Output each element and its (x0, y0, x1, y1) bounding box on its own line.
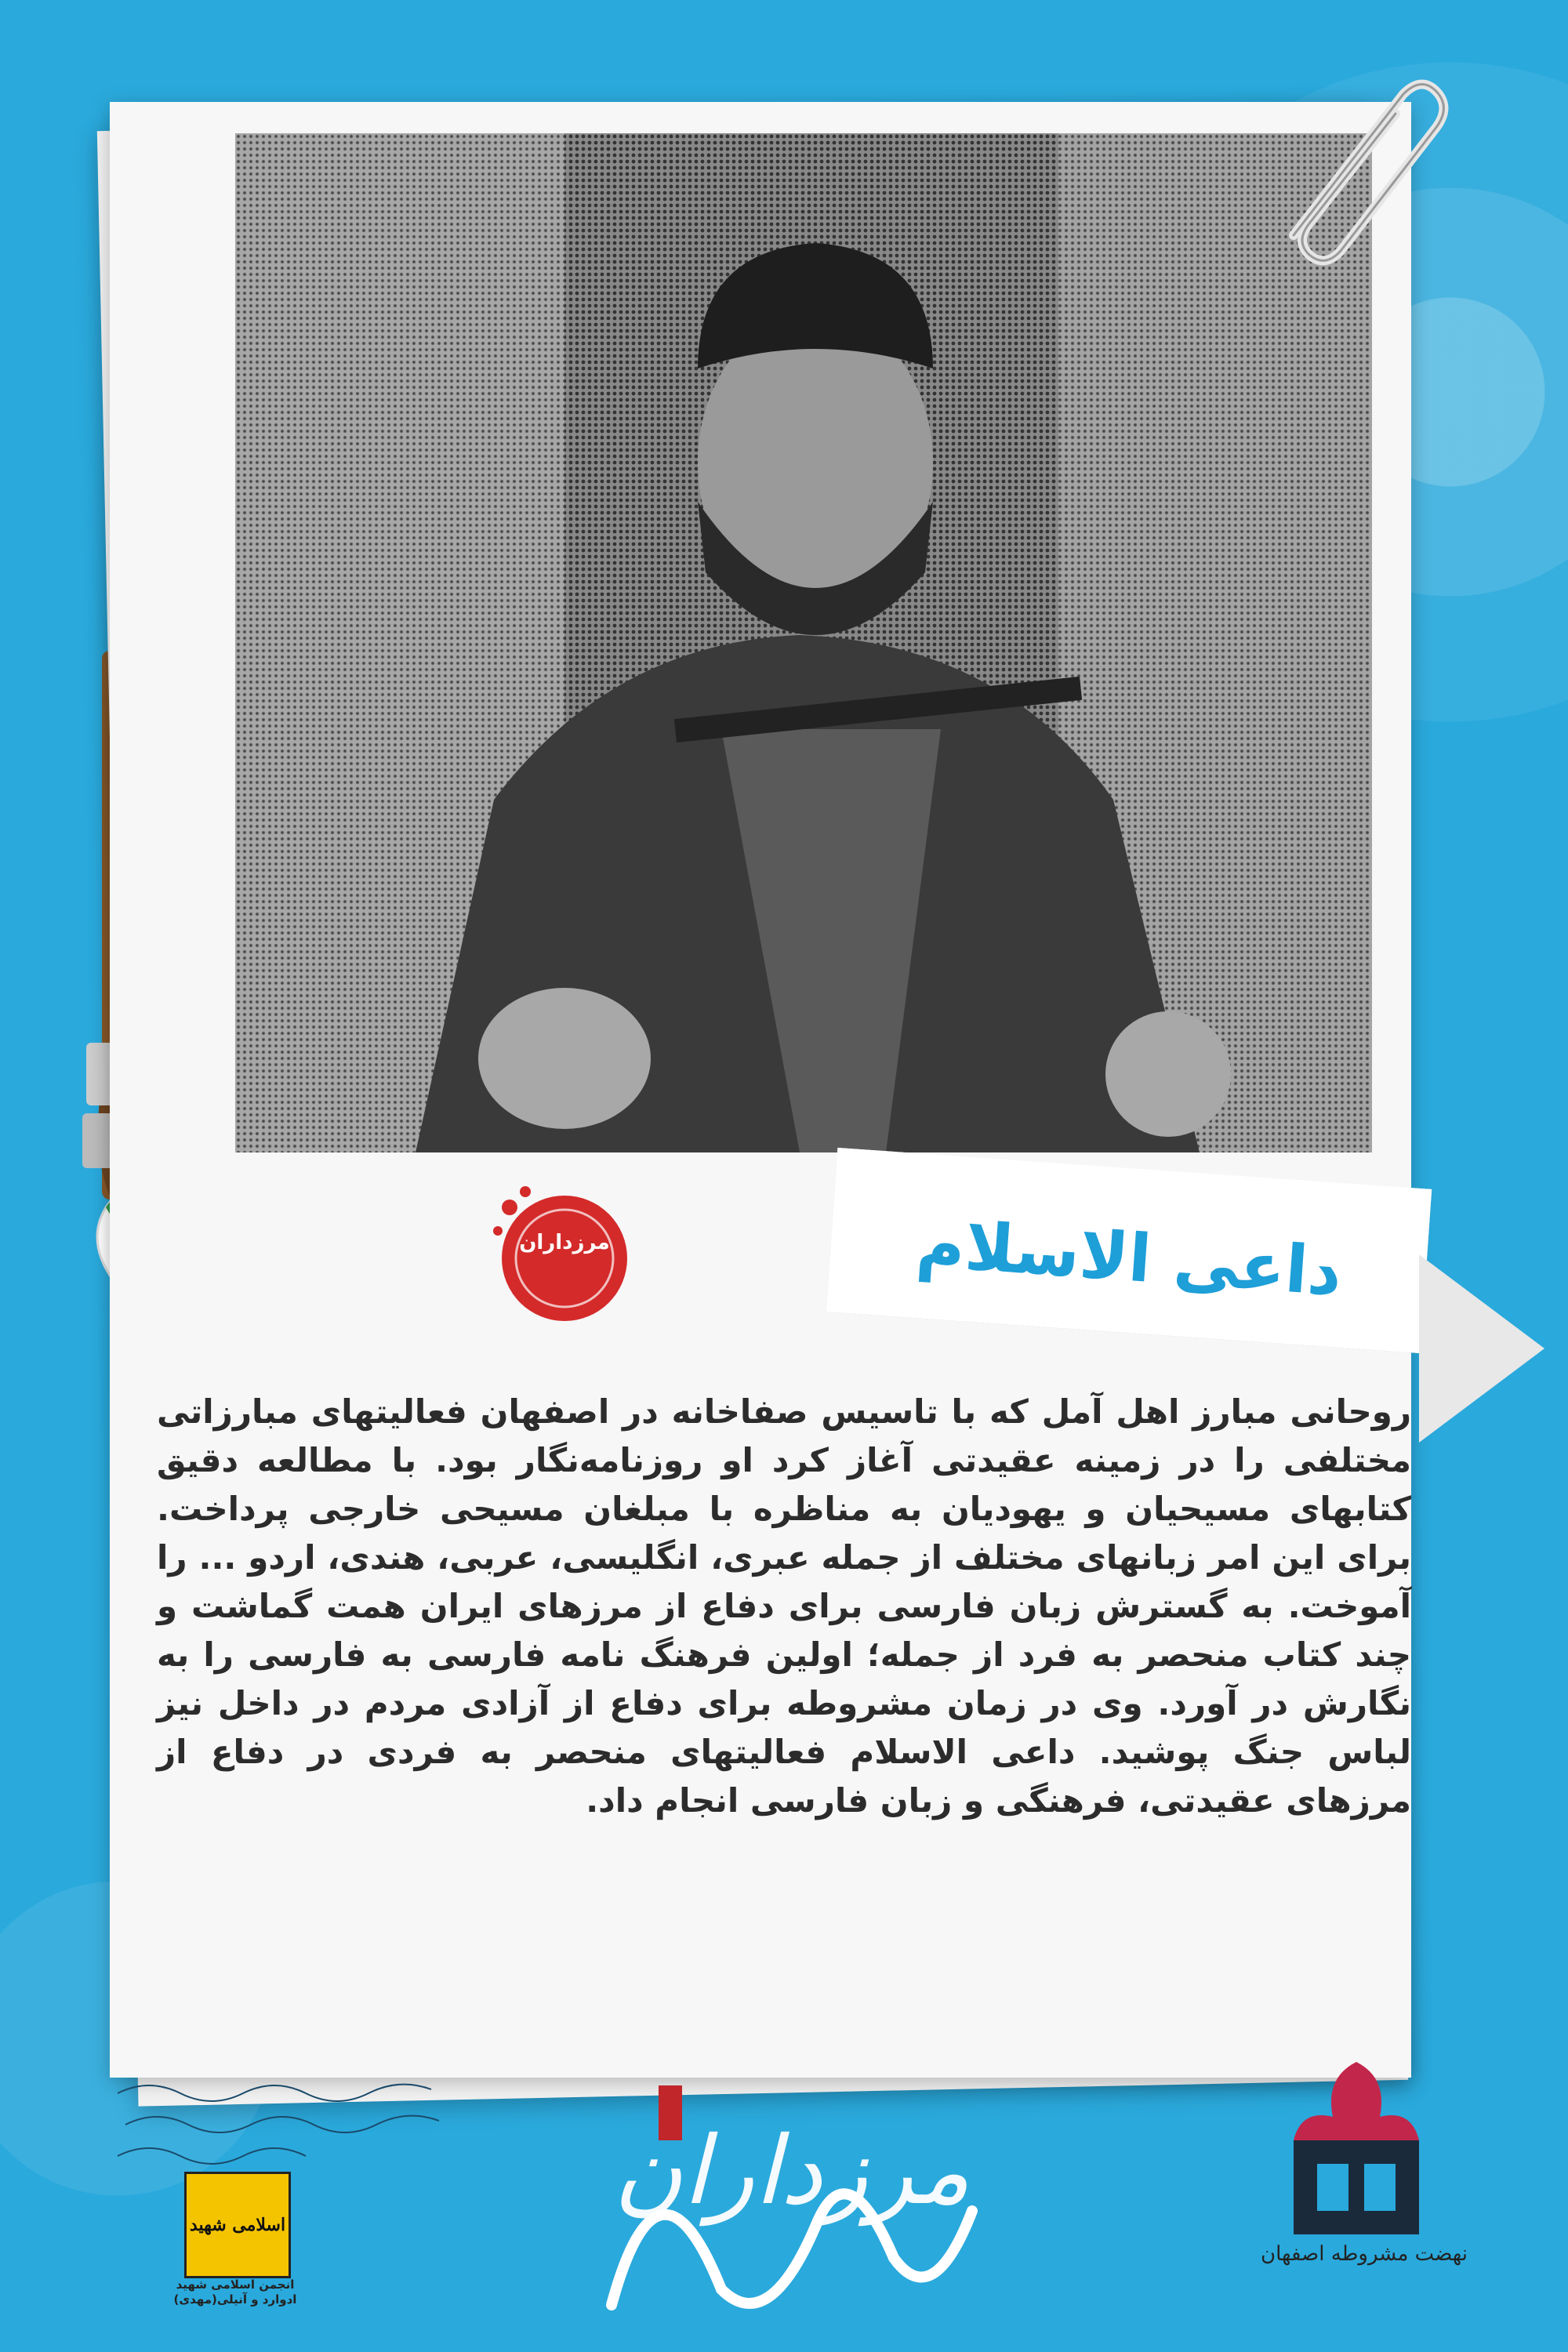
association-logo-text: اسلامی شهید (189, 2215, 286, 2235)
paperclip-icon (1247, 63, 1450, 267)
wax-seal-icon (486, 1176, 643, 1333)
biography-text: روحانی مبارز اهل آمل که با تاسیس صفاخانه در اصفهان فعالیتهای مبارزاتی مختلفی را در زمینه عقیدتی آغاز کرد او روزنامه‌نگار بود. با مطالعه دقیق کتابهای مسیحیان و یهودیان به مناظره با مبلغان مسیحی خارجی پرداخت. برای این امر زبانهای مختلف از جمله عبری، انگلیسی، عربی، هندی، اردو ... را آموخت. به گسترش زبان فارسی برای دفاع از مرزهای ایران همت گماشت و چند کتاب منحصر به فرد از جمله؛ اولین فرهنگ نامه فارسی به فارسی را به نگارش در آورد. وی در زمان مشروطه برای دفاع از آزادی مردم در داخل نیز لباس جنگ پوشید. داعی الاسلام فعالیتهای منحصر به فردی در دفاع از مرزهای عقیدتی، فرهنگی و زبان فارسی انجام داد. (157, 1392, 1411, 1820)
association-logo (184, 2172, 291, 2278)
right-logo-label: نهضت مشروطه اصفهان (1261, 2242, 1468, 2266)
association-logo-caption: انجمن اسلامی شهید ادوارد و آنیلی(مهدی) (173, 2278, 297, 2307)
handwriting-decoration (102, 2062, 455, 2180)
seal-label: مرزداران (519, 1231, 610, 1254)
portrait-photo (235, 133, 1372, 1152)
calligraphy-text: مرزداران (613, 2117, 971, 2226)
title-ribbon-tip (1419, 1254, 1544, 1443)
page-title: داعی الاسلام (914, 1204, 1345, 1311)
